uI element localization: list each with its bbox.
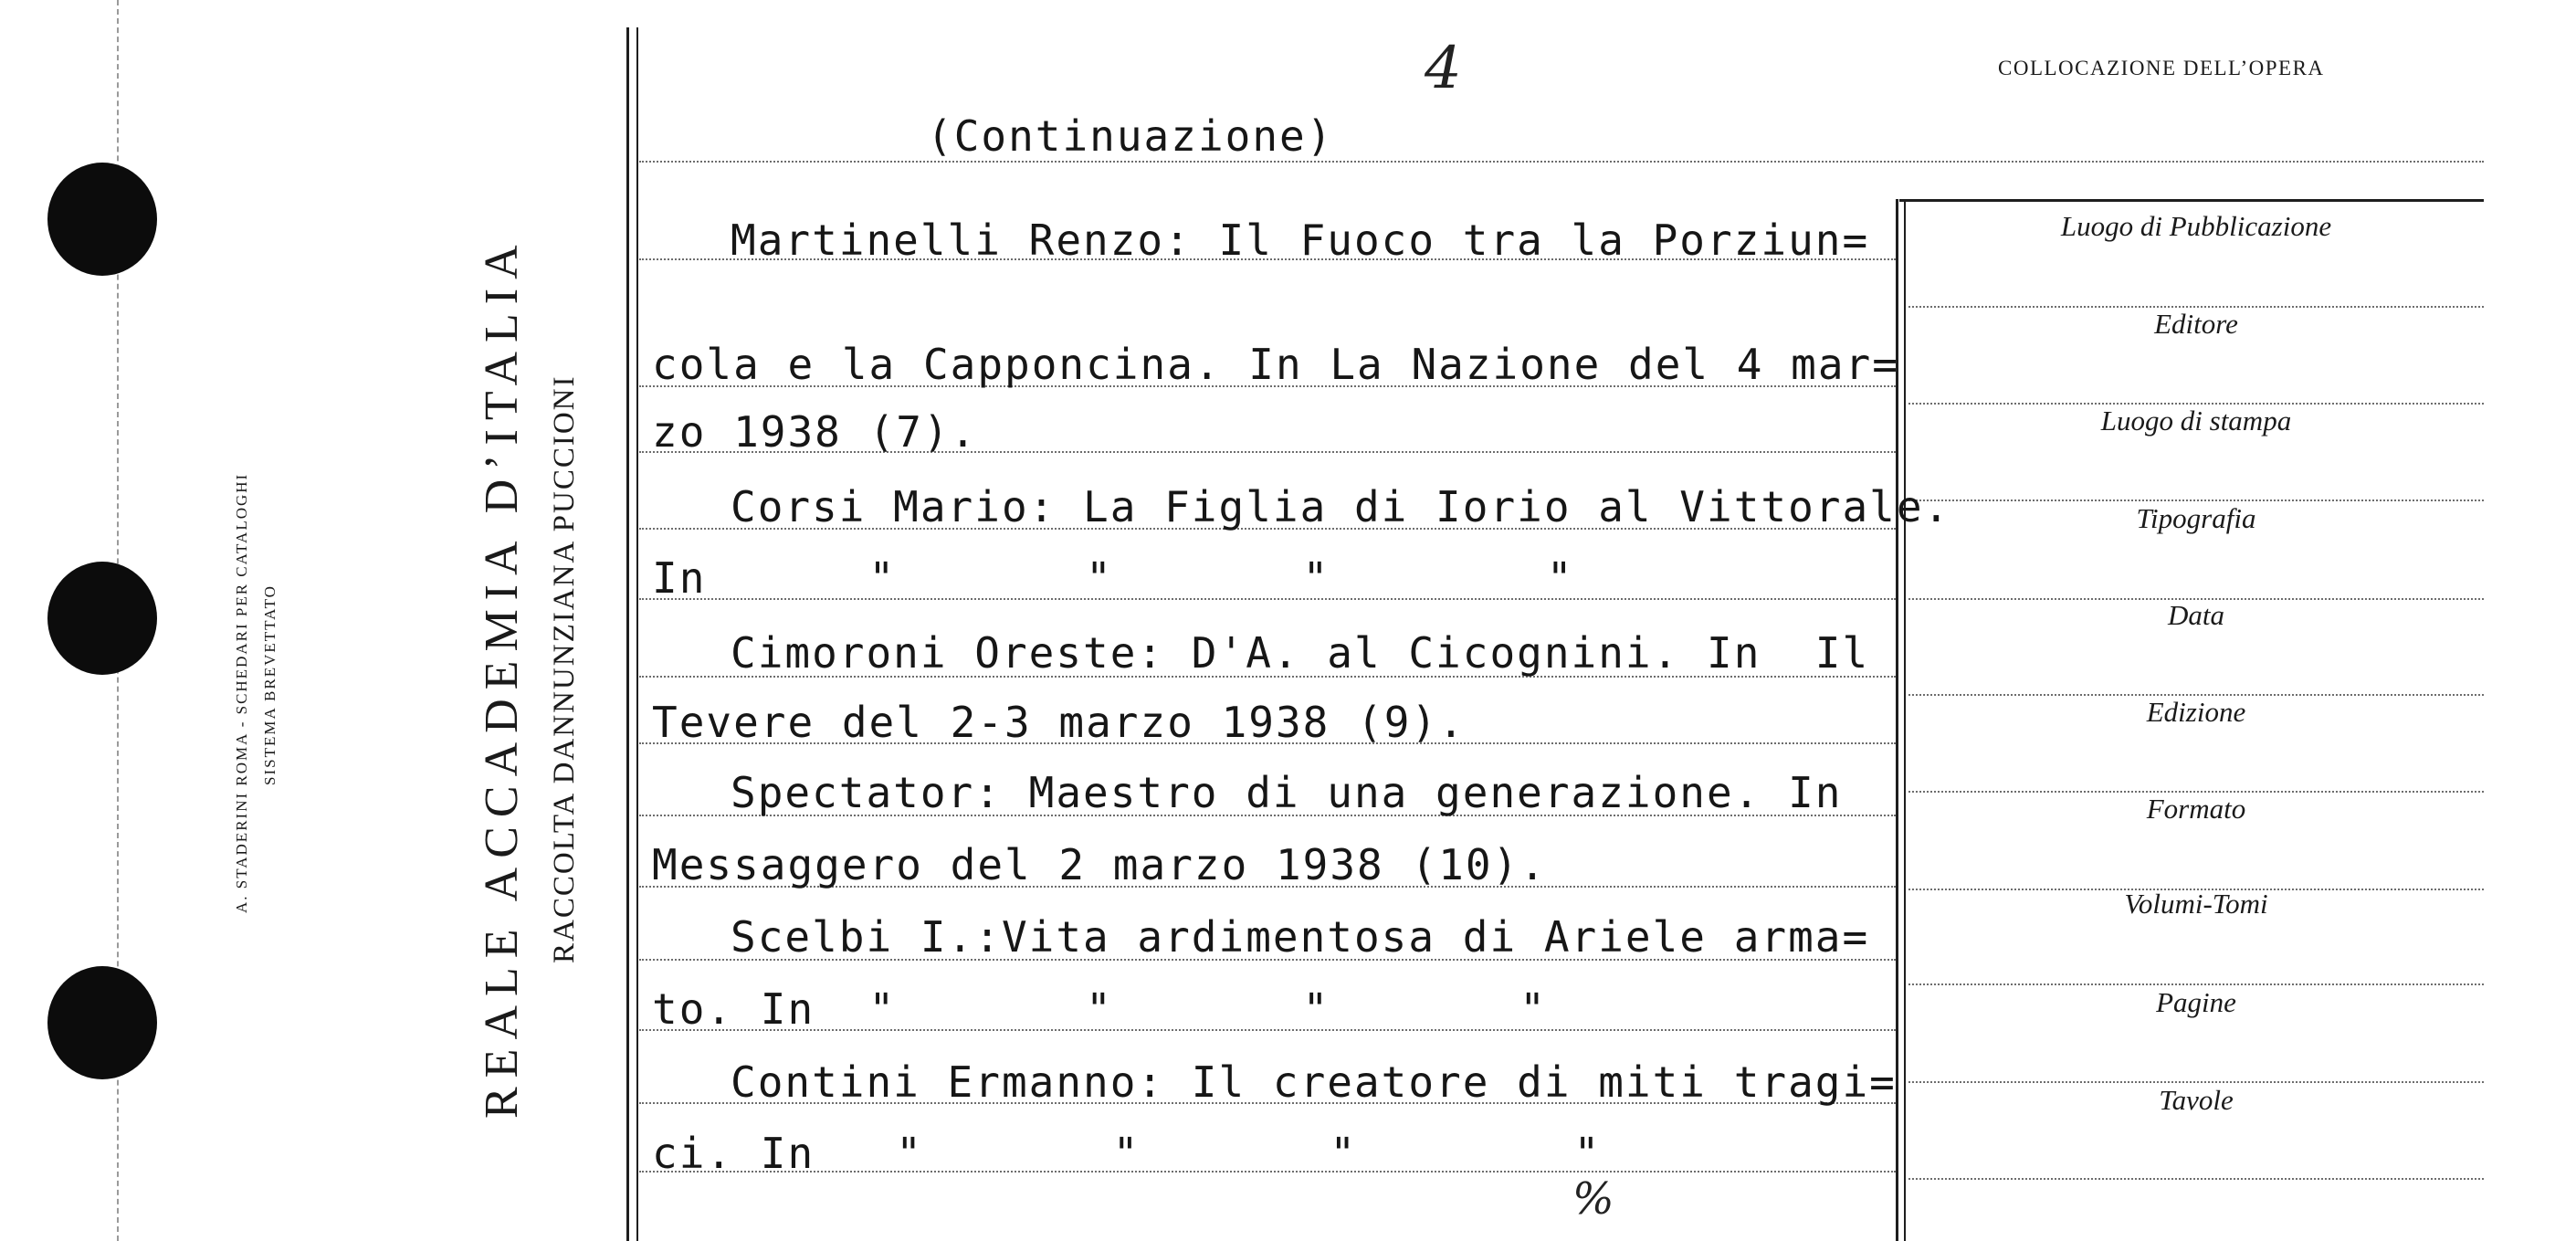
left-border-line-outer	[626, 27, 629, 1241]
rule-line	[639, 161, 2484, 163]
punch-hole-top	[47, 163, 157, 276]
typed-line: (Continuazione)	[927, 111, 1334, 161]
maker-line-2: SISTEMA BREVETTATO	[261, 584, 279, 785]
typed-line: cola e la Capponcina. In La Nazione del 4 mar=	[652, 340, 1899, 389]
field-edizione: Edizione	[2146, 696, 2246, 728]
field-formato: Formato	[2146, 793, 2246, 825]
collocation-box-top	[1899, 199, 2484, 202]
collection-title: RACCOLTA DANNUNZIANA PUCCIONI	[548, 374, 581, 963]
typed-line: Scelbi I.:Vita ardimentosa di Ariele arma=	[731, 912, 1870, 962]
academy-title: REALE ACCADEMIA D’ITALIA	[476, 236, 528, 1119]
punch-hole-bottom	[47, 966, 157, 1079]
typed-line: Martinelli Renzo: Il Fuoco tra la Porziun=	[731, 216, 1870, 265]
typed-line: Corsi Mario: La Figlia di Iorio al Vittorale.	[731, 482, 1951, 531]
typed-line: Cimoroni Oreste: D'A. al Cicognini. In Il	[731, 628, 1870, 678]
collocation-header: COLLOCAZIONE DELL’OPERA	[1998, 57, 2325, 79]
typed-line: ci. In " " " "	[652, 1129, 1602, 1178]
field-luogo-pubblicazione: Luogo di Pubblicazione	[2060, 210, 2332, 242]
field-rule	[1908, 500, 2484, 501]
field-rule	[1908, 1178, 2484, 1180]
collocation-box-border-inner	[1904, 199, 1906, 1241]
maker-line-1: A. STADERINI ROMA - SCHEDARI PER CATALOGHI	[233, 472, 250, 913]
typed-line: In " " " "	[652, 553, 1574, 603]
field-data: Data	[2168, 599, 2224, 631]
handwritten-mark: %	[1572, 1173, 1614, 1225]
field-rule	[1908, 1081, 2484, 1083]
typed-line: Tevere del 2-3 marzo 1938 (9).	[652, 698, 1466, 747]
typed-line: to. In " " " "	[652, 984, 1547, 1034]
typed-line: Spectator: Maestro di una generazione. In	[731, 768, 1843, 817]
left-border-line-inner	[636, 27, 638, 1241]
typed-line: Messaggero del 2 marzo 1938 (10).	[652, 840, 1547, 889]
field-editore: Editore	[2154, 308, 2238, 340]
field-luogo-stampa: Luogo di stampa	[2100, 405, 2292, 436]
typed-line: Contini Ermanno: Il creatore di miti tragi=	[731, 1057, 1897, 1107]
field-pagine: Pagine	[2156, 986, 2236, 1018]
field-rule	[1908, 983, 2484, 985]
field-tavole: Tavole	[2159, 1084, 2234, 1116]
punch-hole-middle	[47, 562, 157, 675]
handwritten-page-number: 4	[1425, 35, 1462, 102]
field-tipografia: Tipografia	[2136, 502, 2256, 534]
field-volumi-tomi: Volumi-Tomi	[2124, 888, 2268, 920]
typed-line: zo 1938 (7).	[652, 407, 978, 457]
